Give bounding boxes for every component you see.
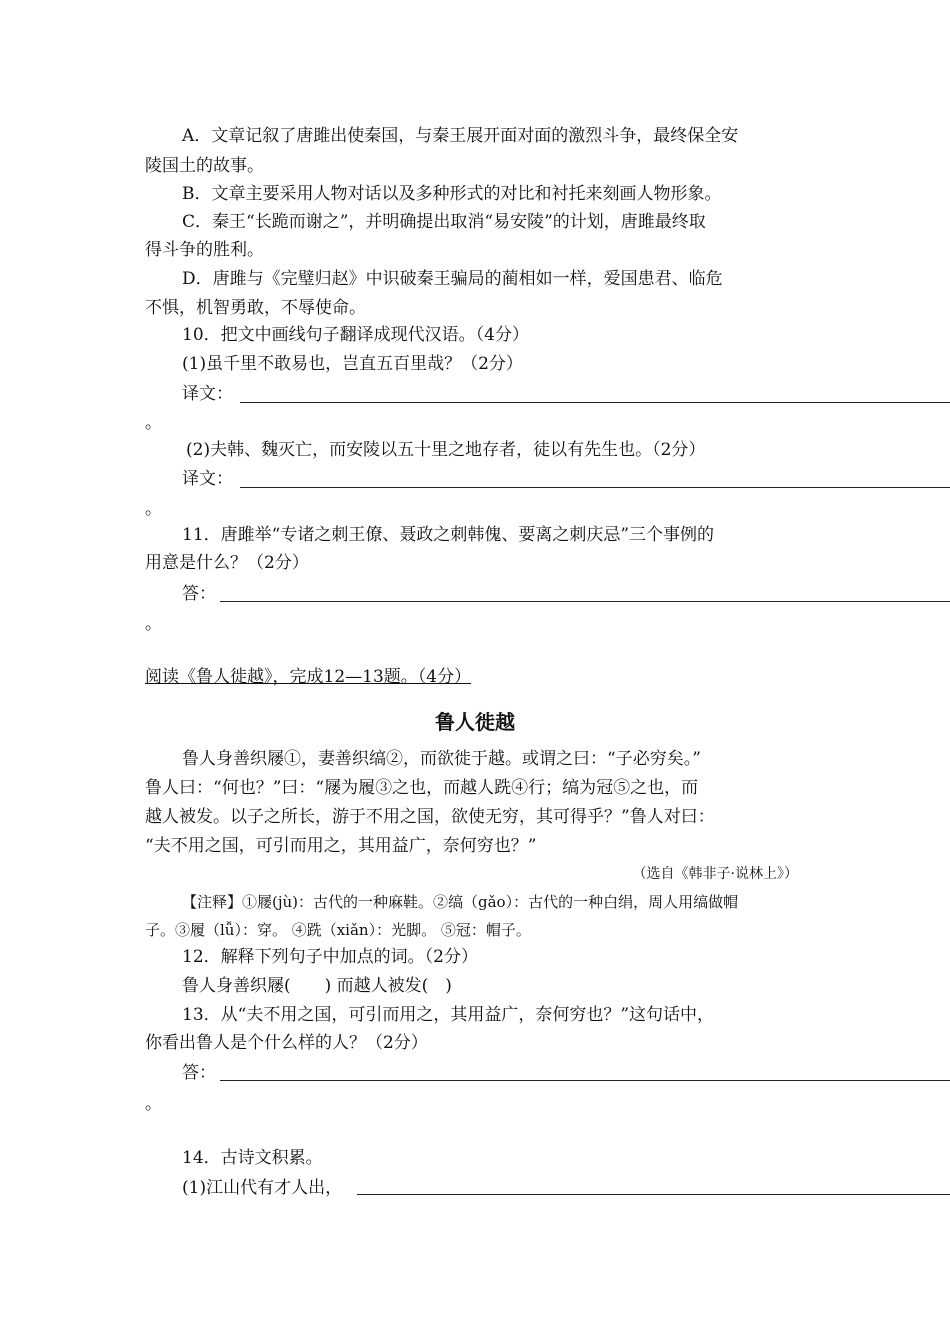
q11-stem-line1: 11．唐雎举“专诸之刺王僚、聂政之刺韩傀、要离之刺庆忌”三个事例的	[182, 525, 715, 545]
notes-line-2: 子。③履（lǚ）：穿。 ④跣（xiǎn）：光脚。 ⑤冠：帽子。	[145, 921, 531, 939]
passage-title: 鲁人徙越	[435, 710, 515, 734]
option-d-line1: D．唐雎与《完璧归赵》中识破秦王骗局的蔺相如一样，爱国患君、临危	[182, 269, 723, 289]
q13-stem-line1: 13．从“夫不用之国，可引而用之，其用益广，奈何穷也？”这句话中，	[182, 1005, 715, 1025]
option-a-line1: A．文章记叙了唐雎出使秦国，与秦王展开面对面的激烈斗争，最终保全安	[182, 126, 739, 146]
q14-stem: 14．古诗文积累。	[182, 1148, 323, 1168]
q13-answer-line[interactable]	[220, 1080, 950, 1081]
q11-answer-label: 答：	[182, 584, 216, 604]
option-c-line2: 得斗争的胜利。	[145, 240, 264, 260]
q14-answer-line-1[interactable]	[357, 1194, 950, 1195]
q10-answer-label-2: 译文：	[182, 469, 233, 489]
q12-stem: 12．解释下列句子中加点的词。（2分）	[182, 947, 478, 967]
q10-sentence-1: (1)虽千里不敢易也，岂直五百里哉？（2分）	[182, 354, 523, 374]
q10-answer-end-1: 。	[145, 413, 162, 433]
q13-answer-end: 。	[145, 1094, 162, 1114]
q10-answer-end-2: 。	[145, 499, 162, 519]
q12-blanks: 鲁人身善织屦( ) 而越人被发( )	[182, 976, 452, 996]
q10-answer-line-2[interactable]	[240, 487, 950, 488]
q11-answer-end: 。	[145, 614, 162, 634]
option-a-line2: 陵国土的故事。	[145, 156, 264, 176]
passage-line-3: 越人被发。以子之所长，游于不用之国，欲使无穷，其可得乎？”鲁人对曰：	[145, 807, 715, 827]
q13-stem-line2: 你看出鲁人是个什么样的人？（2分）	[145, 1033, 428, 1053]
option-c-line1: C．秦王“长跪而谢之”，并明确提出取消“易安陵”的计划，唐雎最终取	[182, 212, 706, 232]
q10-sentence-2: (2)夫韩、魏灭亡，而安陵以五十里之地存者，徒以有先生也。（2分）	[186, 440, 706, 460]
notes-line-1: 【注释】①屦(jù)：古代的一种麻鞋。②缟（gǎo）：古代的一种白绢，周人用缟做帽	[182, 893, 739, 911]
q13-answer-label: 答：	[182, 1063, 216, 1083]
passage-line-2: 鲁人曰：“何也？”曰：“屦为履③之也，而越人跣④行；缟为冠⑤之也，而	[145, 778, 699, 798]
q11-stem-line2: 用意是什么？（2分）	[145, 553, 309, 573]
q10-stem: 10．把文中画线句子翻译成现代汉语。（4分）	[182, 325, 529, 345]
passage-line-4: “夫不用之国，可引而用之，其用益广，奈何穷也？”	[145, 836, 537, 856]
q14-item-1: (1)江山代有才人出，	[182, 1178, 343, 1198]
q10-answer-label-1: 译文：	[182, 384, 233, 404]
option-d-line2: 不惧，机智勇敢，不辱使命。	[145, 298, 366, 318]
passage-line-1: 鲁人身善织屦①，妻善织缟②，而欲徙于越。或谓之曰：“子必穷矣。”	[182, 749, 701, 769]
option-b-line1: B．文章主要采用人物对话以及多种形式的对比和衬托来刻画人物形象。	[182, 184, 722, 204]
passage-source: （选自《韩非子·说林上》）	[632, 866, 798, 882]
q11-answer-line[interactable]	[220, 601, 950, 602]
reading-intro: 阅读《鲁人徙越》，完成12—13题。（4分）	[145, 667, 472, 687]
q10-answer-line-1[interactable]	[240, 402, 950, 403]
